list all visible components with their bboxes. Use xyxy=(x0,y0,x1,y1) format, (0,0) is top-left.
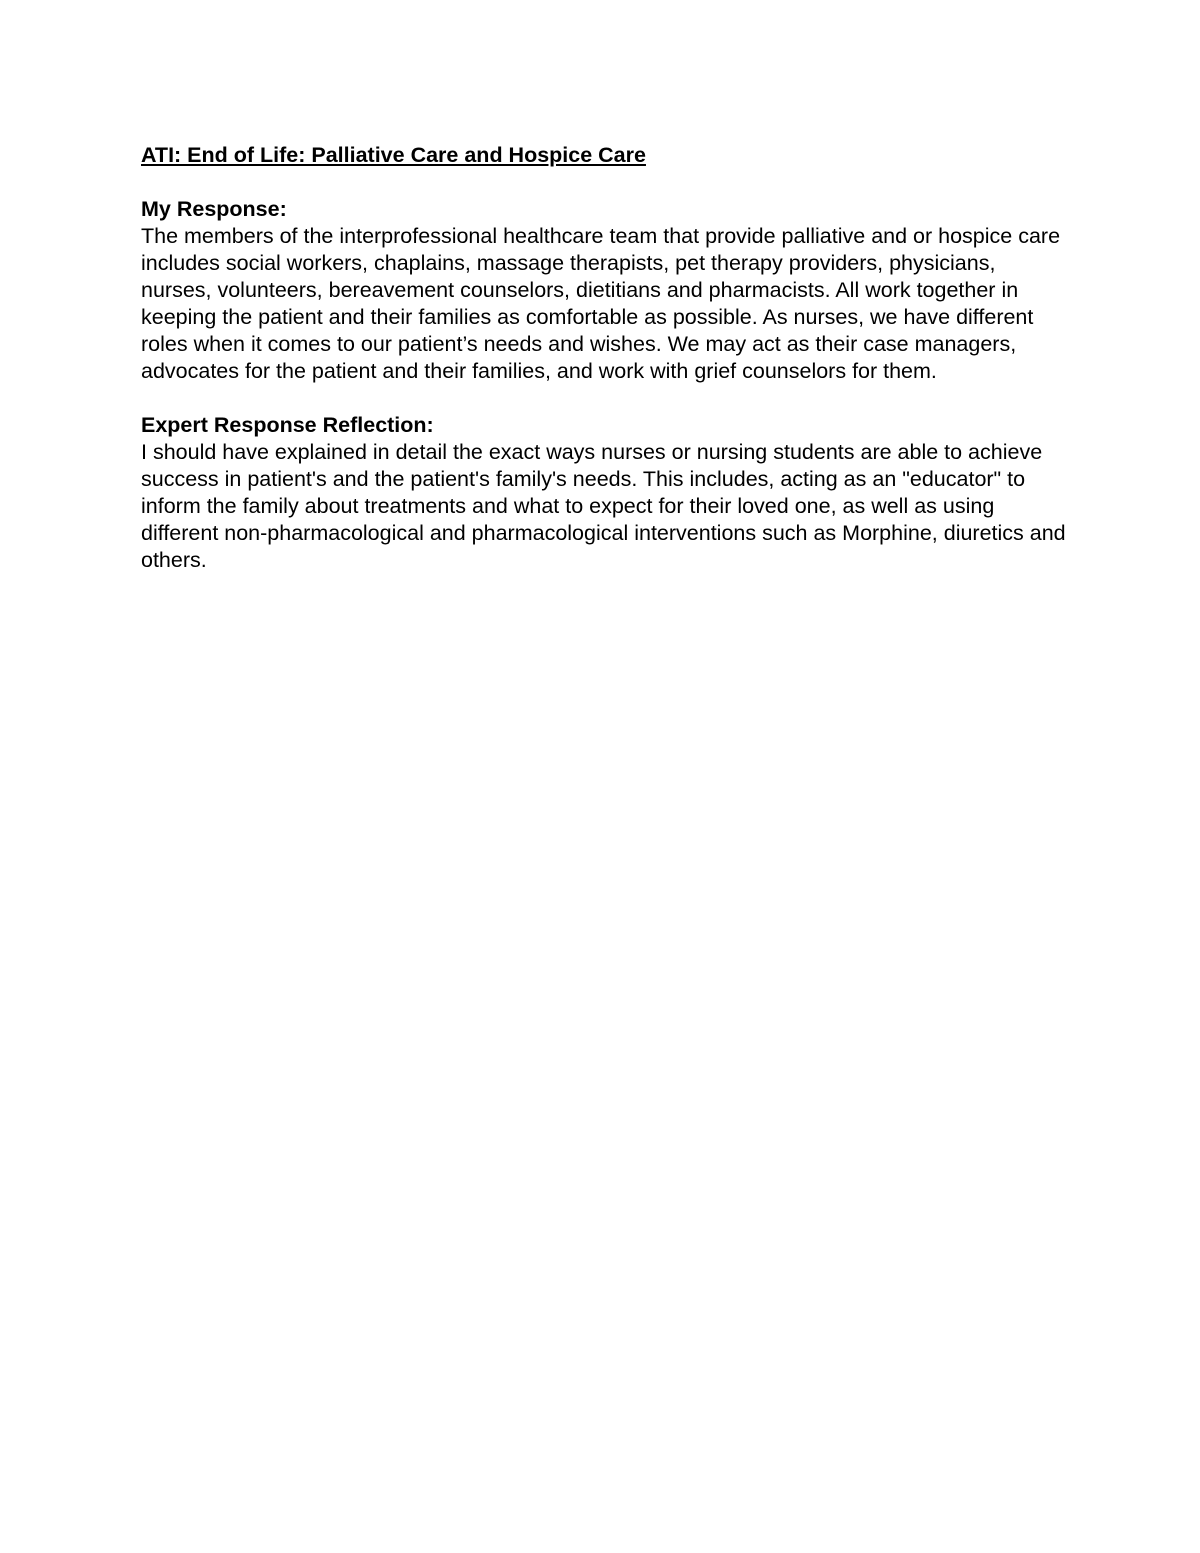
section-my-response xyxy=(141,196,1071,385)
section-expert-response-reflection xyxy=(141,412,1071,574)
section-heading: Expert Response Reflection: xyxy=(141,413,434,437)
section-heading: My Response: xyxy=(141,197,287,221)
document-content xyxy=(141,142,1071,574)
section-body: The members of the interprofessional healthcare team that provide palliative and or hospice care includes social workers, chaplains, massage therapists, pet therapy providers, physicians, nurses, volunteers, bereavement counselors, dietitians and pharmacists. All work together in keeping the patient and their families as comfortable as possible. As nurses, we have different roles when it comes to our patient’s needs and wishes. We may act as their case managers, advocates for the patient and their families, and work with grief counselors for them. xyxy=(141,224,1061,383)
section-body: I should have explained in detail the exact ways nurses or nursing students are able to achieve success in patient's and the patient's family's needs. This includes, acting as an "educator" to inform the family about treatments and what to expect for their loved one, as well as using different non-pharmacological and pharmacological interventions such as Morphine, diuretics and others. xyxy=(141,440,1066,572)
document-title: ATI: End of Life: Palliative Care and Hospice Care xyxy=(141,143,646,167)
